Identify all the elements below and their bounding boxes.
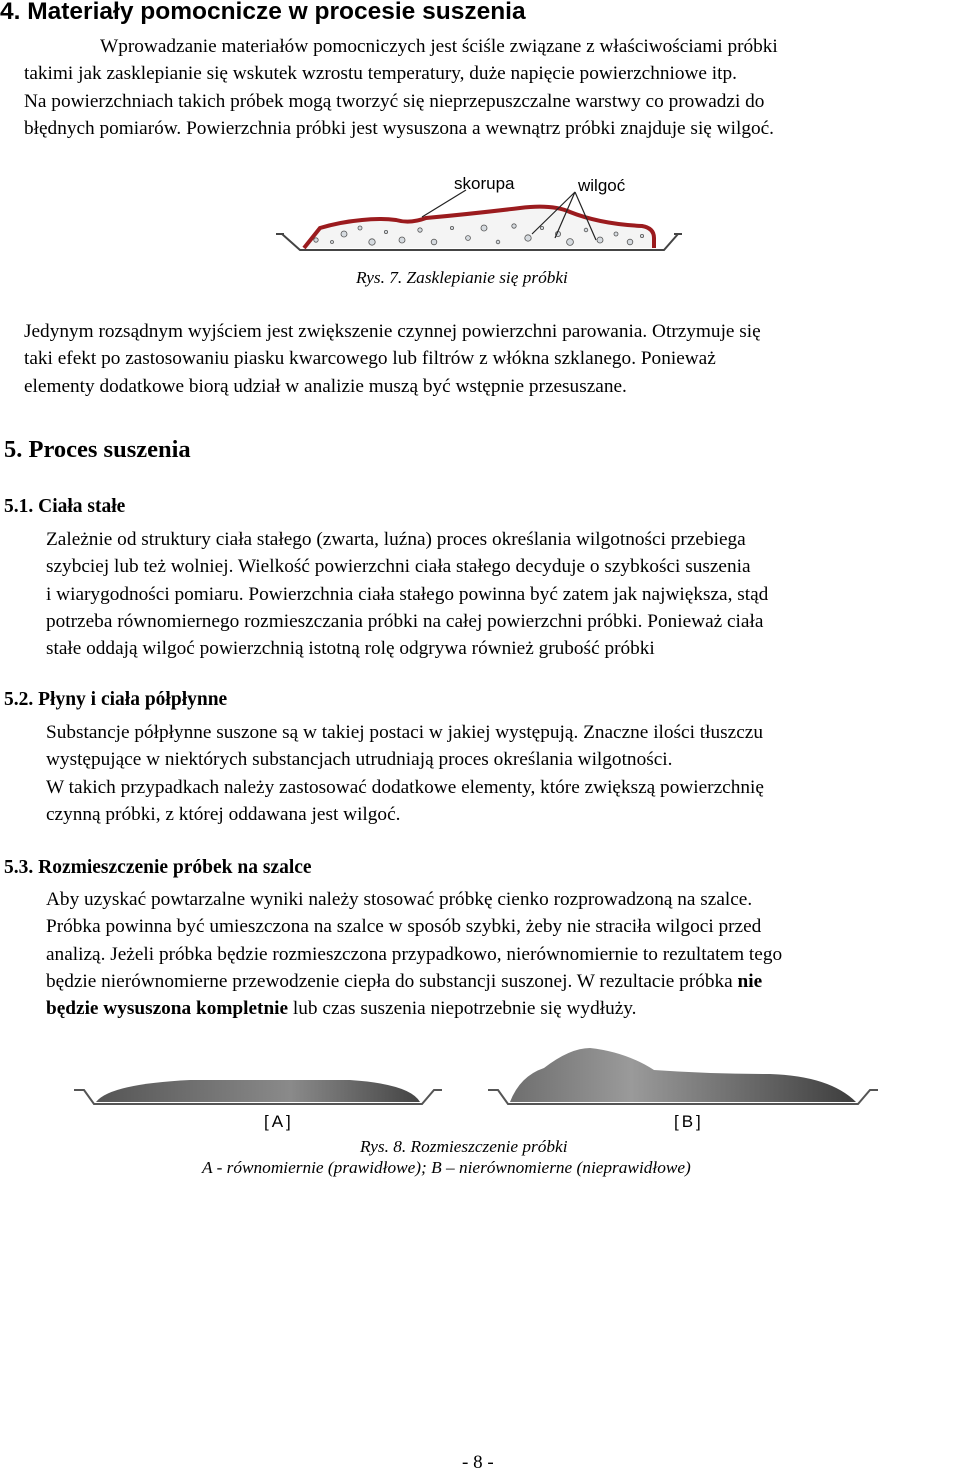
section-4-heading: 4. Materiały pomocnicze w procesie suszenia [0,0,526,25]
figure-8-caption: Rys. 8. Rozmieszczenie próbki [360,1137,568,1156]
text-line: Substancje półpłynne suszone są w takiej postaci w jakiej występują. Znaczne ilości tłuszczu [46,722,763,743]
figure-8-sample-distribution [70,1040,890,1120]
text-line: Wprowadzanie materiałów pomocniczych jest ściśle związane z właściwościami próbki [100,36,778,57]
subsection-5-3-paragraph [46,886,782,1022]
sample-a-even [96,1080,420,1102]
figure-7-caption: Rys. 7. Zasklepianie się próbki [356,268,568,287]
text-line: potrzeba równomiernego rozmieszczania próbki na całej powierzchni próbki. Ponieważ ciała [46,610,764,632]
text-line [46,968,782,995]
text-line: Próbka powinna być umieszczona na szalce w sposób szybki, żeby nie straciła wilgoci przed [46,916,762,938]
text-line: Jedynym rozsądnym wyjściem jest zwiększenie czynnej powierzchni parowania. Otrzymuje się [24,321,761,342]
text-line: i wiarygodności pomiaru. Powierzchnia ciała stałego powinna być zatem jak największa, stąd [46,583,769,605]
text-line: błędnych pomiarów. Powierzchnia próbki jest wysuszona a wewnątrz próbki znajduje się wilgoć. [24,117,774,139]
text-line [46,995,782,1022]
text-line: Na powierzchniach takich próbek mogą tworzyć się nieprzepuszczalne warstwy co prowadzi do [24,90,765,112]
emphasis-text: nie [737,970,763,992]
figure-8-label-a: [A] [264,1112,294,1131]
text-line: czynną próbki, z której oddawana jest wilgoć. [46,803,401,825]
text-line: szybciej lub też wolniej. Wielkość powierzchni ciała stałego decyduje o szybkości suszenia [46,556,751,578]
text-line: takimi jak zasklepianie się wskutek wzrostu temperatury, duże napięcie powierzchniowe itp. [24,63,737,85]
section-4-paragraph-2 [24,318,761,400]
figure-8-caption-legend: A - równomiernie (prawidłowe); B – nierównomierne (nieprawidłowe) [202,1158,691,1177]
text-line: stałe oddają wilgoć powierzchnią istotną rolę odgrywa również grubość próbki [46,638,655,660]
subsection-5-2-paragraph [46,719,764,828]
emphasis-text: będzie wysuszona kompletnie [46,998,289,1020]
text-fragment: lub czas suszenia niepotrzebnie się wydłuży. [288,998,637,1020]
figure-8-label-b: [B] [674,1112,704,1131]
subsection-5-3-heading: 5.3. Rozmieszczenie próbek na szalce [4,857,312,878]
text-line: W takich przypadkach należy zastosować dodatkowe elementy, które zwiększą powierzchnię [46,776,764,798]
subsection-5-1-paragraph [46,526,768,662]
figure-8-drawing [70,1040,890,1120]
text-line: występujące w niektórych substancjach utrudniają proces określania wilgotności. [46,749,673,771]
section-5-heading: 5. Proces suszenia [4,436,191,463]
text-line: elementy dodatkowe biorą udział w analizie muszą być wstępnie przesuszane. [24,375,627,397]
section-4-paragraph-1 [24,33,778,142]
text-line: Aby uzyskać powtarzalne wyniki należy stosować próbkę cienko rozprowadzoną na szalce. [46,889,753,910]
text-fragment: będzie nierównomierne przewodzenie ciepła do substancji suszonej. W rezultacie próbka [46,970,738,992]
text-line: Zależnie od struktury ciała stałego (zwarta, luźna) proces określania wilgotności przebiega [46,529,746,550]
sample-b-uneven [510,1048,856,1102]
text-line: taki efekt po zastosowaniu piasku kwarcowego lub filtrów z włókna szklanego. Ponieważ [24,348,716,370]
subsection-5-1-heading: 5.1. Ciała stałe [4,496,126,517]
label-crust: skorupa [454,174,515,193]
text-line: analizą. Jeżeli próbka będzie rozmieszczona przypadkowo, nierównomiernie to rezultatem tego [46,943,783,965]
label-moisture: wilgoć [578,176,626,195]
page-number: - 8 - [462,1452,494,1473]
figure-7-sample-crust [270,168,690,268]
subsection-5-2-heading: 5.2. Płyny i ciała półpłynne [4,689,228,710]
